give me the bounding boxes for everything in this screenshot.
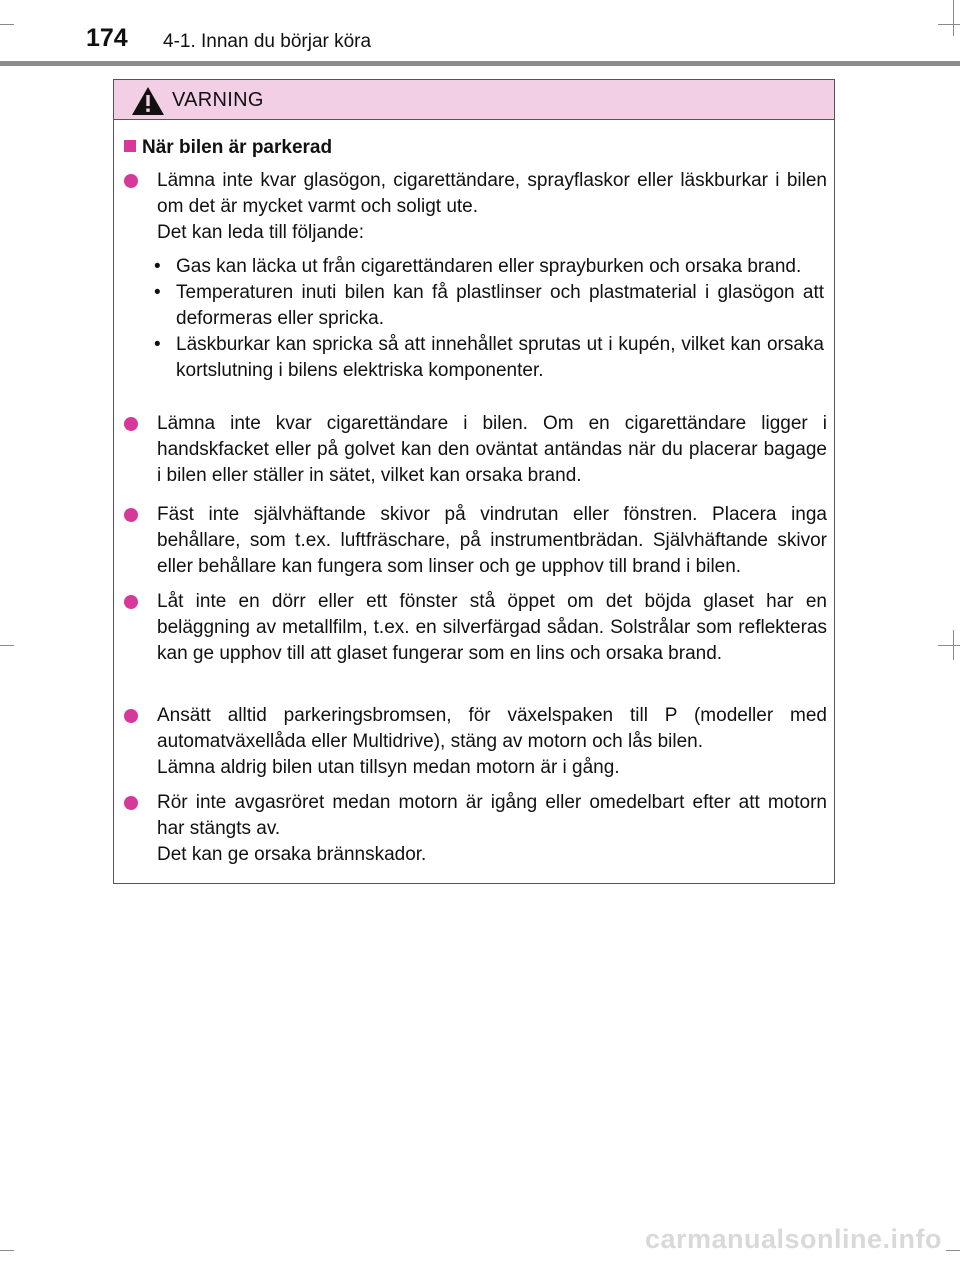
crop-mark-top-left: [0, 24, 14, 25]
crop-mark-mid-right-h: [938, 645, 960, 646]
warning-box: [113, 79, 835, 884]
list-item: [124, 790, 827, 868]
circle-bullet-icon: [124, 417, 138, 431]
bullet-text: Rör inte avgasröret medan motorn är igång eller omedelbart efter att motorn har stängts av.: [157, 792, 827, 839]
list-item: [124, 168, 827, 246]
crop-mark-bottom-left: [0, 1250, 14, 1251]
bullet-text: Det kan leda till följande:: [157, 222, 365, 243]
page-number: 174: [86, 24, 128, 52]
list-item: [124, 502, 827, 580]
bullet-text: Lämna inte kvar cigarettändare i bilen. Om en cigarettändare ligger i handskfacket eller på golvet kan den oväntat antändas när du placerar bagage i bilen eller ställer in sätet, vilket kan orsaka brand.: [157, 413, 827, 486]
sub-item-text: Gas kan läcka ut från cigarettändaren eller sprayburken och orsaka brand.: [176, 256, 802, 277]
crop-mark-top-right-v: [953, 0, 954, 36]
watermark: carmanualsonline.info: [644, 1224, 942, 1254]
bullet-text: Fäst inte självhäftande skivor på vindrutan eller fönstren. Placera inga behållare, som t.ex. luftfräschare, på instrumentbrädan. Självhäftande skivor eller behållare kan fungera som linser och ge upphov till brand i bilen.: [157, 504, 827, 577]
header-rule: [0, 61, 960, 66]
bullet-text: Låt inte en dörr eller ett fönster stå öppet om det böjda glaset har en beläggning av metallfilm, t.ex. en silverfärgad sådan. Solstrålar som reflekteras kan ge upphov till att glaset fungerar som en lins och orsaka brand.: [157, 591, 827, 664]
subheading-text: När bilen är parkerad: [142, 137, 333, 158]
section-title: 4-1. Innan du börjar köra: [163, 31, 372, 52]
square-bullet-icon: [124, 140, 136, 152]
warning-header: [114, 80, 834, 120]
warning-subheading: [124, 137, 332, 159]
crop-mark-mid-left: [0, 645, 14, 646]
list-item: [124, 411, 827, 489]
circle-bullet-icon: [124, 595, 138, 609]
crop-mark-top-right-h: [938, 24, 960, 25]
circle-bullet-icon: [124, 508, 138, 522]
sub-list-item: • Läskburkar kan spricka så att innehållet sprutas ut i kupén, vilket kan orsaka kortslutning i bilens elektriska komponenter.: [154, 334, 824, 381]
sub-item-text: Temperaturen inuti bilen kan få plastlinser och plastmaterial i glasögon att deformeras eller spricka.: [176, 282, 824, 329]
list-item: [124, 703, 827, 781]
crop-mark-mid-right-v: [953, 630, 954, 660]
bullet-text: Det kan ge orsaka brännskador.: [157, 844, 427, 865]
circle-bullet-icon: [124, 174, 138, 188]
sub-list: [154, 254, 824, 384]
crop-mark-bottom-right: [946, 1250, 960, 1251]
warning-triangle-icon: [131, 86, 165, 116]
sub-item-text: Läskburkar kan spricka så att innehållet sprutas ut i kupén, vilket kan orsaka kortslutning i bilens elektriska komponenter.: [176, 334, 824, 381]
sub-list-item: • Gas kan läcka ut från cigarettändaren eller sprayburken och orsaka brand.: [154, 256, 802, 277]
bullet-text: Lämna aldrig bilen utan tillsyn medan motorn är i gång.: [157, 757, 620, 778]
list-item: [124, 589, 827, 667]
circle-bullet-icon: [124, 709, 138, 723]
page-header: [0, 0, 960, 66]
sub-list-item: • Temperaturen inuti bilen kan få plastlinser och plastmaterial i glasögon att deformeras eller spricka.: [154, 282, 824, 329]
warning-label: VARNING: [172, 89, 264, 111]
bullet-text: Lämna inte kvar glasögon, cigarettändare, sprayflaskor eller läskburkar i bilen om det är mycket varmt och soligt ute.: [157, 170, 827, 217]
bullet-text: Ansätt alltid parkeringsbromsen, för växelspaken till P (modeller med automatväxellåda eller Multidrive), stäng av motorn och lås bilen.: [157, 705, 827, 752]
circle-bullet-icon: [124, 796, 138, 810]
